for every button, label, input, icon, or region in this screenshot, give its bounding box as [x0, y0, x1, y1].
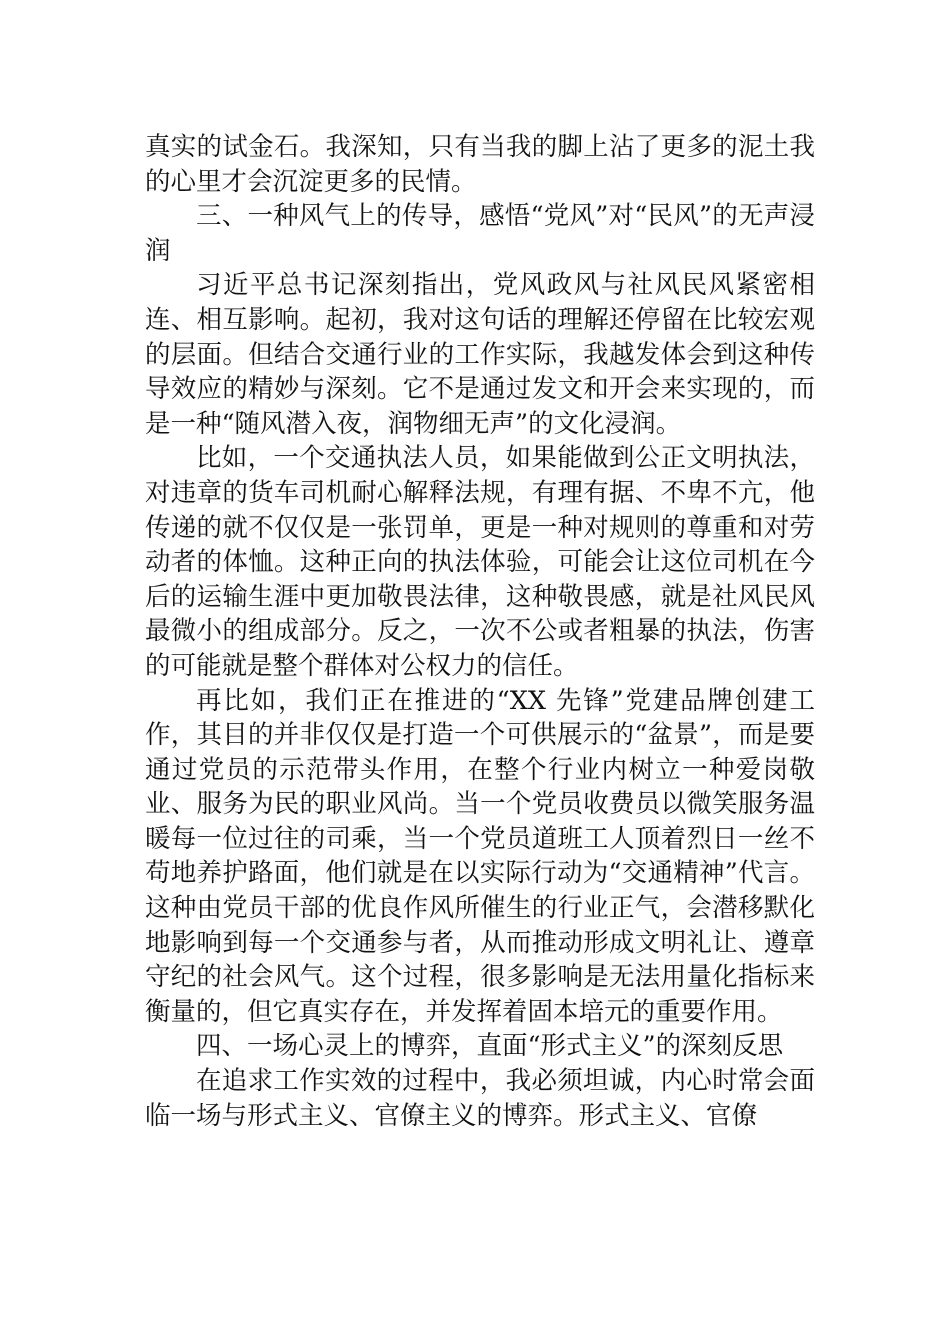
paragraph: 再比如，我们正在推进的“XX 先锋”党建品牌创建工作，其目的并非仅仅是打造一个可供展示的“盆景”，而是要通过党员的示范带头作用，在整个行业内树立一种爱岗敬业、服务为民的职业风尚。当一个党员收费员以微笑服务温暖每一位过往的司乘，当一个党员道班工人顶着烈日一丝不苟地养护路面，他们就是在以实际行动为“交通精神”代言。这种由党员干部的优良作风所催生的行业正气，会潜移默化地影响到每一个交通参与者，从而推动形成文明礼让、遵章守纪的社会风气。这个过程，很多影响是无法用量化指标来衡量的，但它真实存在，并发挥着固本培元的重要作用。 [145, 685, 815, 1027]
document-body [145, 130, 815, 1133]
paragraph: 习近平总书记深刻指出，党风政风与社风民风紧密相连、相互影响。起初，我对这句话的理解还停留在比较宏观的层面。但结合交通行业的工作实际，我越发体会到这种传导效应的精妙与深刻。它不是通过发文和开会来实现的，而是一种“随风潜入夜，润物细无声”的文化浸润。 [145, 270, 815, 439]
paragraph: 比如，一个交通执法人员，如果能做到公正文明执法，对违章的货车司机耐心解释法规，有理有据、不卑不亢，他传递的就不仅仅是一张罚单，更是一种对规则的尊重和对劳动者的体恤。这种正向的执法体验，可能会让这位司机在今后的运输生涯中更加敬畏法律，这种敬畏感，就是社风民风最微小的组成部分。反之，一次不公或者粗暴的执法，伤害的可能就是整个群体对公权力的信任。 [145, 443, 815, 681]
section-heading-four: 四、一场心灵上的博弈，直面“形式主义”的深刻反思 [196, 1031, 784, 1062]
section-heading-three: 三、一种风气上的传导，感悟“党风”对“民风”的无声浸润 [145, 201, 815, 266]
paragraph-continuation: 真实的试金石。我深知，只有当我的脚上沾了更多的泥土我的心里才会沉淀更多的民情。 [145, 132, 815, 197]
paragraph: 在追求工作实效的过程中，我必须坦诚，内心时常会面临一场与形式主义、官僚主义的博弈。形式主义、官僚 [145, 1066, 815, 1131]
